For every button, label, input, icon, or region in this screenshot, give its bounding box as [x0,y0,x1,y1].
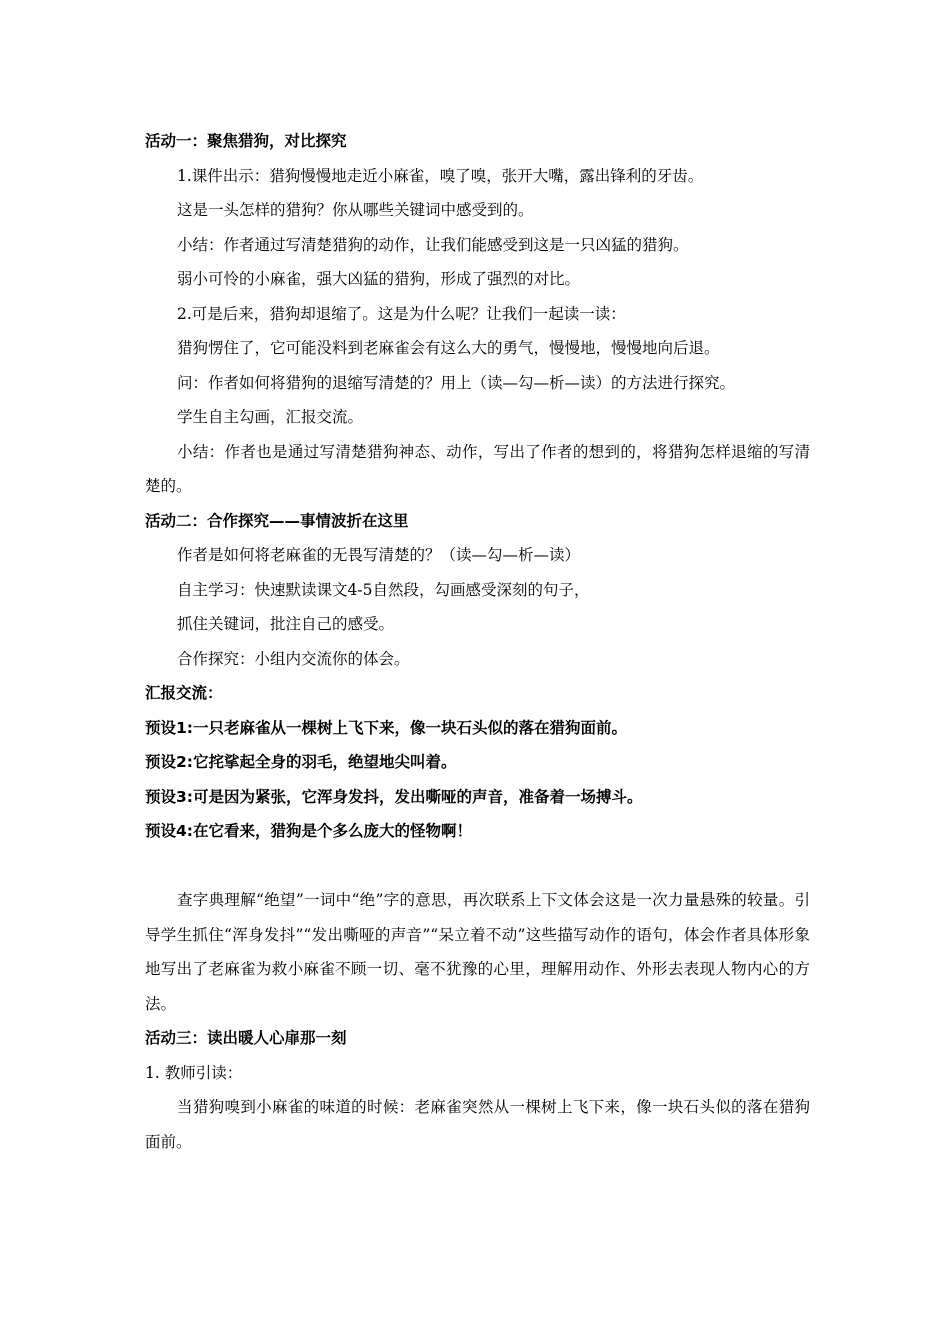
activity2-line-2: 自主学习：快速默读课文4-5自然段，勾画感受深刻的句子， [177,580,590,599]
activity1-line-5: 2.可是后来，猎狗却退缩了。这是为什么呢？让我们一起读一读： [177,304,626,323]
preset-1: 预设1:一只老麻雀从一棵树上飞下来，像一块石头似的落在猎狗面前。 [145,718,627,737]
activity3-item-1: 1. 教师引读： [145,1063,243,1082]
activity1-line-6: 猎狗愣住了，它可能没料到老麻雀会有这么大的勇气，慢慢地，慢慢地向后退。 [177,339,720,357]
activity1-heading: 活动一：聚焦猎狗，对比探究 [145,132,347,150]
activity1-line-3: 小结：作者通过写清楚猎狗的动作，让我们能感受到这是一只凶猛的猎狗。 [177,235,689,254]
activity1-line-7: 问：作者如何将猎狗的退缩写清楚的？用上（读—勾—析—读）的方法进行探究。 [177,373,736,392]
activity2-line-4: 合作探究：小组内交流你的体会。 [177,649,410,668]
activity3-reading: 当猎狗嗅到小麻雀的味道的时候：老麻雀突然从一棵树上飞下来，像一块石头似的落在猎狗面前。 [145,1098,810,1151]
report-analysis: 查字典理解“绝望”一词中“绝”字的意思，再次联系上下文体会这是一次力量悬殊的较量。引导学生抓住“浑身发抖”“发出嘶哑的声音”“呆立着不动”这些描写动作的语句，体会作者具体形象地写出了老麻雀为救小麻雀不顾一切、毫不犹豫的心里，理解用动作、外形去表现人物内心的方法。 [145,891,810,1013]
document-body [145,124,810,1159]
report-heading: 汇报交流： [145,684,223,702]
preset-2: 预设2:它挓挲起全身的羽毛，绝望地尖叫着。 [145,753,457,771]
activity3-heading: 活动三：读出暖人心扉那一刻 [145,1029,347,1047]
activity1-line-2: 这是一头怎样的猎狗？你从哪些关键词中感受到的。 [177,201,534,219]
preset-3: 预设3:可是因为紧张，它浑身发抖，发出嘶哑的声音，准备着一场搏斗。 [145,787,643,806]
activity1-line-1: 1.课件出示：猎狗慢慢地走近小麻雀，嗅了嗅，张开大嘴，露出锋利的牙齿。 [177,166,704,185]
activity2-line-1: 作者是如何将老麻雀的无畏写清楚的？（读—勾—析—读） [177,546,581,564]
activity1-line-4: 弱小可怜的小麻雀，强大凶猛的猎狗，形成了强烈的对比。 [177,270,581,288]
activity1-line-8: 学生自主勾画，汇报交流。 [177,408,364,426]
activity2-heading: 活动二：合作探究——事情波折在这里 [145,511,409,530]
activity2-line-3: 抓住关键词，批注自己的感受。 [177,615,395,633]
activity1-summary: 小结：作者也是通过写清楚猎狗神态、动作，写出了作者的想到的，将猎狗怎样退缩的写清楚的。 [145,442,810,495]
preset-4: 预设4:在它看来，猎狗是个多么庞大的怪物啊！ [145,822,472,840]
blank-line [145,849,810,884]
